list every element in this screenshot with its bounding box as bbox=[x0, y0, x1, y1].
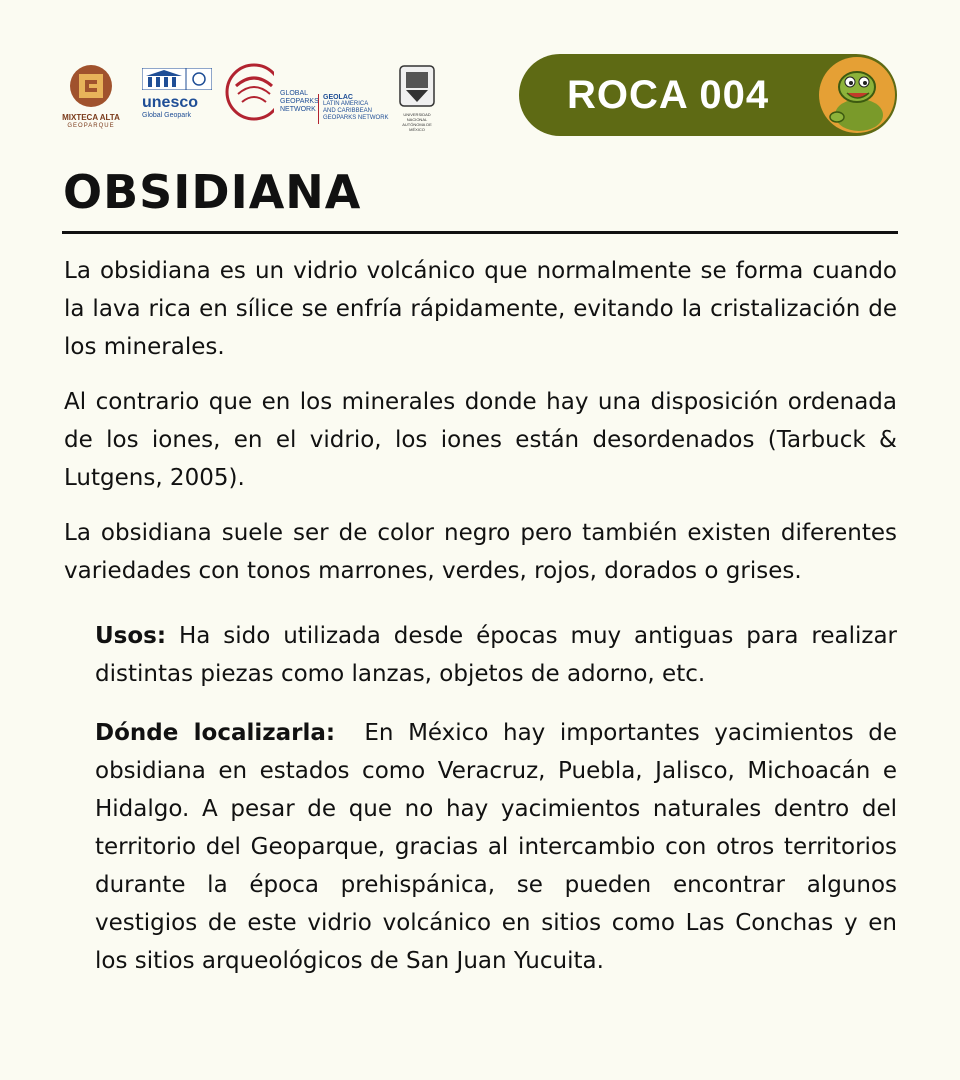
ggn-line2: GEOPARKS bbox=[280, 98, 319, 105]
turtle-mascot-icon bbox=[819, 57, 895, 133]
uses-section bbox=[95, 617, 897, 693]
ggn-line1: GLOBAL bbox=[280, 90, 309, 97]
mixteca-line2: GEOPARQUE bbox=[67, 123, 115, 129]
partner-logos bbox=[60, 62, 450, 130]
uses-text: Ha sido utilizada desde épocas muy antiguas para realizar distintas piezas como lanzas, objetos de adorno, etc. bbox=[95, 623, 897, 687]
unesco-logo bbox=[142, 68, 212, 120]
rock-number-badge bbox=[519, 54, 897, 136]
global-geoparks-network-logo bbox=[224, 62, 319, 126]
mascot-avatar bbox=[819, 57, 895, 133]
unesco-temple-icon bbox=[142, 68, 212, 90]
ggn-line3: NETWORK bbox=[280, 106, 316, 113]
unesco-sub: Global Geopark bbox=[142, 112, 192, 119]
geolac-line2: LATIN AMERICA bbox=[323, 101, 369, 107]
page-title: OBSIDIANA bbox=[63, 165, 362, 219]
ggn-swirl-icon bbox=[224, 62, 274, 122]
geolac-line4: GEOPARKS NETWORK bbox=[323, 115, 389, 121]
mixteca-alta-logo bbox=[60, 64, 122, 129]
unam-caption: UNIVERSIDAD NACIONAL AUTÓNOMA DE MÉXICO bbox=[402, 112, 432, 132]
mixteca-line1: MIXTECA ALTA bbox=[62, 113, 120, 122]
mixteca-glyph-icon bbox=[60, 64, 122, 110]
unam-crest-icon bbox=[396, 64, 438, 108]
location-section bbox=[95, 714, 905, 980]
rock-number-label: ROCA 004 bbox=[567, 73, 770, 117]
unam-logo bbox=[396, 64, 438, 132]
geolac-logo bbox=[318, 94, 393, 124]
unesco-name: unesco bbox=[142, 94, 199, 111]
uses-label: Usos: bbox=[95, 623, 167, 649]
location-label: Dónde localizarla: bbox=[95, 720, 336, 746]
paragraph-colors: La obsidiana suele ser de color negro pero también existen diferentes variedades con tonos marrones, verdes, rojos, dorados o grises. bbox=[64, 520, 897, 584]
paragraph-structure: Al contrario que en los minerales donde hay una disposición ordenada de los iones, en el vidrio, los iones están desordenados (Tarbuck & Lutgens, 2005). bbox=[64, 389, 897, 491]
main-description bbox=[64, 252, 897, 607]
geolac-line1: GEOLAC bbox=[323, 94, 353, 101]
geolac-line3: AND CARIBBEAN bbox=[323, 108, 373, 114]
title-divider bbox=[62, 231, 898, 234]
location-text: En México hay importantes yacimientos de obsidiana en estados como Veracruz, Puebla, Jalisco, Michoacán e Hidalgo. A pesar de que no hay yacimientos naturales dentro del territorio del Geoparque, gracias al intercambio con otros territorios durante la época prehispánica, se pueden encontrar algunos vestigios de este vidrio volcánico en sitios como Las Conchas y en los sitios arqueológicos de San Juan Yucuita. bbox=[95, 720, 905, 974]
paragraph-definition: La obsidiana es un vidrio volcánico que normalmente se forma cuando la lava rica en sílice se enfría rápidamente, evitando la cristalización de los minerales. bbox=[64, 258, 897, 360]
